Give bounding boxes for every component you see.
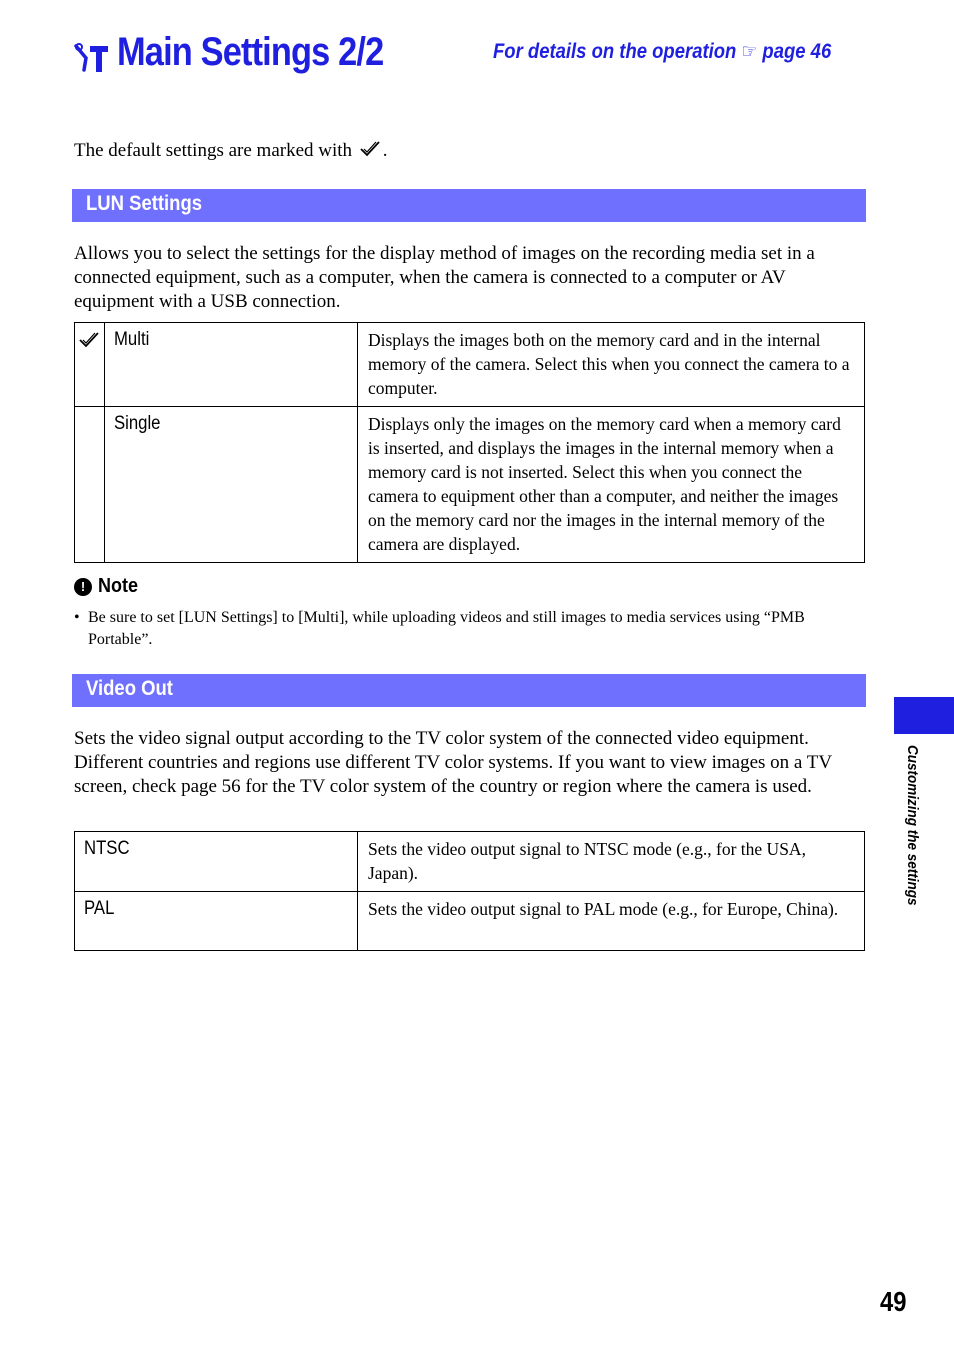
table-row: [75, 832, 865, 892]
option-name: Multi: [105, 323, 358, 407]
chapter-label: Customizing the settings: [904, 745, 921, 906]
operation-reference: [493, 39, 831, 64]
option-name: NTSC: [75, 832, 358, 892]
pointing-hand-icon: ☞: [741, 41, 758, 63]
lun-options-table: [74, 322, 865, 563]
default-marker: [75, 323, 105, 407]
option-description: Displays the images both on the memory card and in the internal memory of the camera. Select this when you connect the camera to a computer.: [358, 323, 865, 407]
table-row: [75, 323, 865, 407]
default-note-text: The default settings are marked with: [74, 140, 353, 161]
page-title: Main Settings 2/2: [117, 30, 384, 74]
note-heading: ! Note: [74, 575, 142, 598]
lun-description: Allows you to select the settings for the display method of images on the recording media set in a connected equipment, such as a computer, when the camera is connected to a computer or AV equipment with a USB connection.: [74, 243, 815, 312]
page-number: 49: [880, 1286, 907, 1317]
settings-tools-icon: [74, 42, 110, 74]
option-name: PAL: [75, 892, 358, 951]
table-row: [75, 407, 865, 563]
note-icon: !: [74, 578, 92, 596]
section-header-lun-settings: LUN Settings: [72, 189, 866, 222]
note-item: • Be sure to set [LUN Settings] to [Multi], while uploading videos and still images to media services using “PMB Portable”.: [74, 609, 805, 648]
option-description: Displays only the images on the memory card when a memory card is inserted, and displays the images in the internal memory when a memory card is not inserted. Select this when you connect the camera to equipment other than a computer, and neither the images on the memory card nor the images in the internal memory of the camera are displayed.: [358, 407, 865, 563]
checkmark-icon: [78, 331, 100, 349]
video-out-description: Sets the video signal output according to the TV color system of the connected video equipment. Different countries and regions use different TV color systems. If you want to view images on a TV screen, check page 56 for the TV color system of the country or region where the camera is used.: [74, 728, 832, 797]
video-out-options-table: [74, 831, 865, 951]
reference-page: page 46: [762, 40, 832, 63]
checkmark-icon: [359, 140, 381, 158]
table-row: [75, 892, 865, 951]
option-description: Sets the video output signal to PAL mode (e.g., for Europe, China).: [358, 892, 865, 951]
option-description: Sets the video output signal to NTSC mode (e.g., for the USA, Japan).: [358, 832, 865, 892]
default-marker: [75, 407, 105, 563]
chapter-tab: [894, 697, 954, 734]
default-note: The default settings are marked with .: [74, 140, 388, 161]
section-header-video-out: Video Out: [72, 674, 866, 707]
option-name: Single: [105, 407, 358, 563]
reference-text: For details on the operation: [493, 40, 737, 63]
